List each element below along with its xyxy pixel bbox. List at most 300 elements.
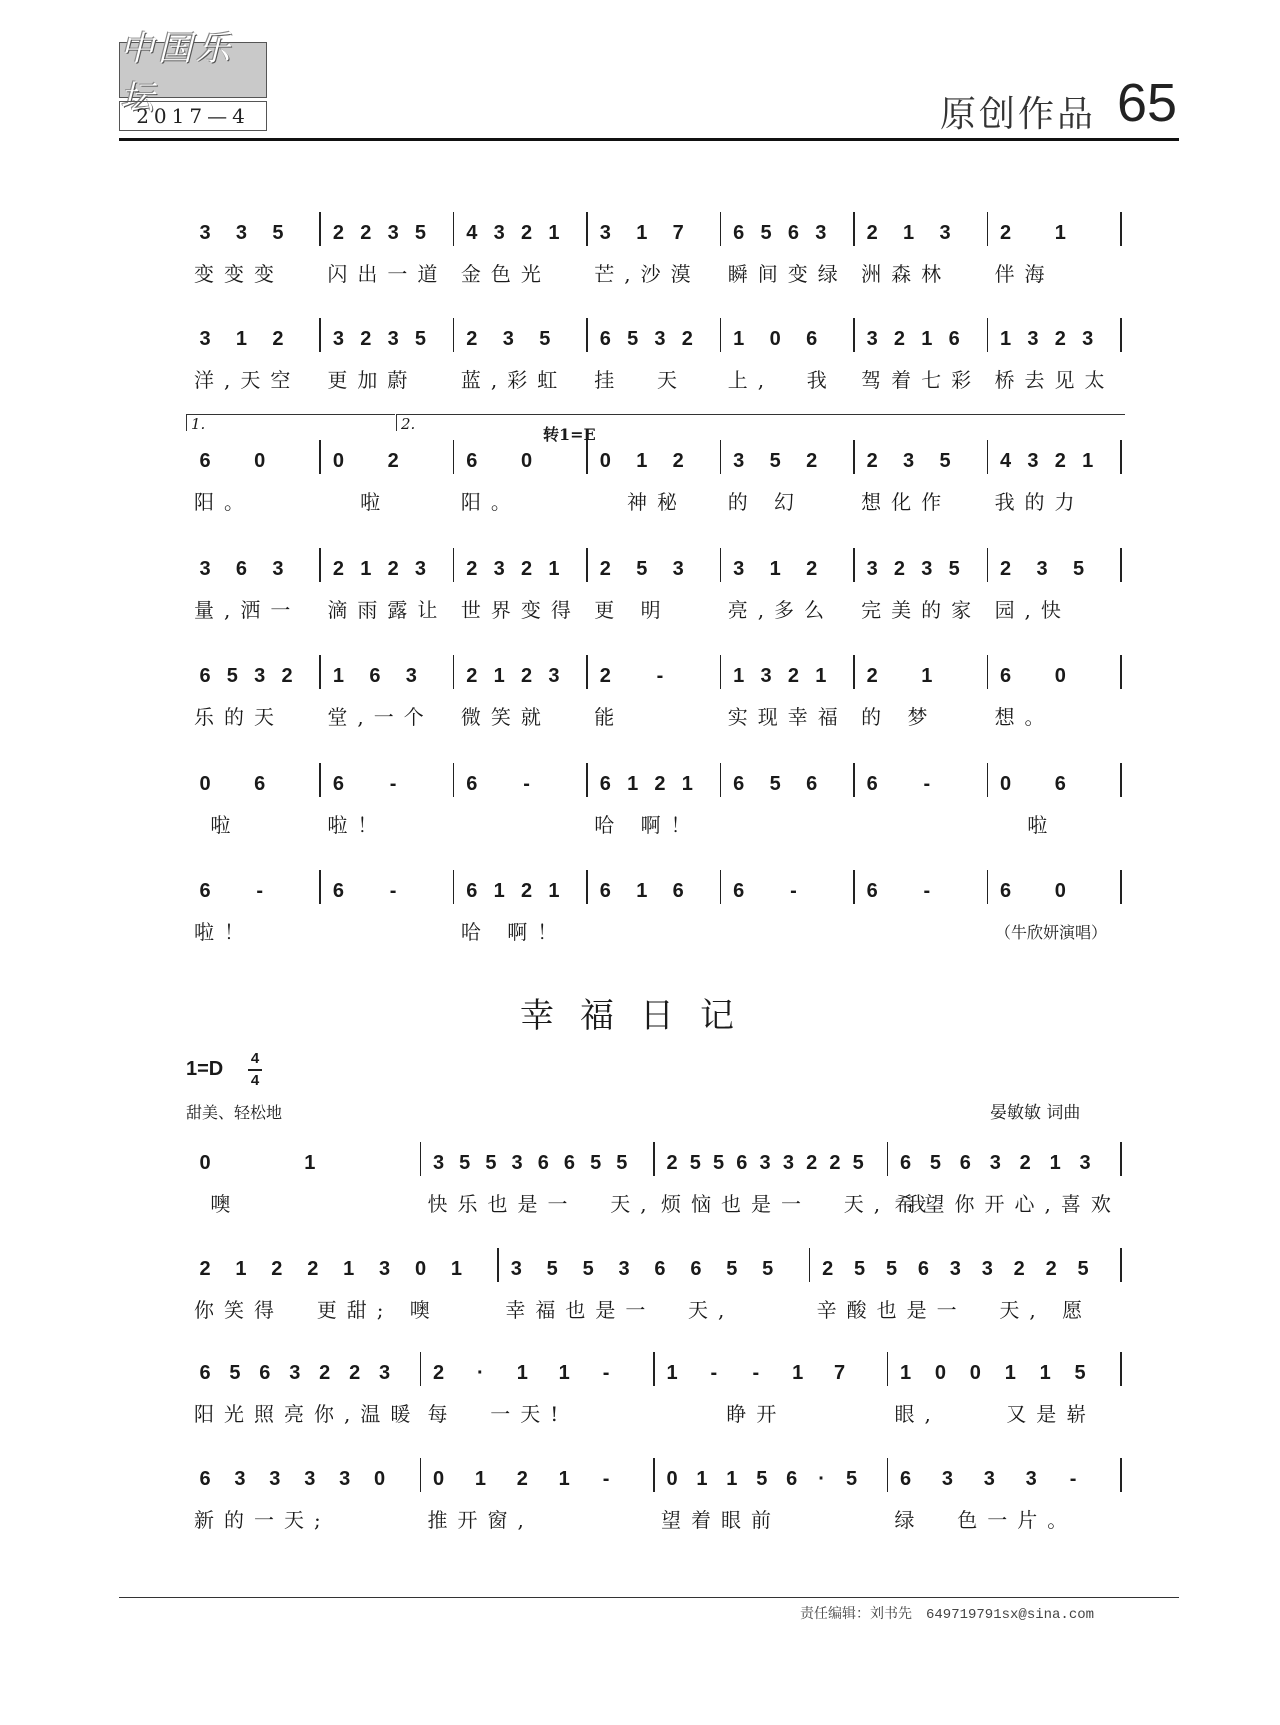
note: 2: [272, 328, 284, 350]
note: 0: [1000, 773, 1012, 795]
note: 2: [893, 558, 906, 580]
lyric: 绿 色一片。: [894, 1508, 1078, 1532]
note: 1: [921, 328, 933, 350]
note: 6: [369, 665, 381, 687]
measure: [186, 655, 319, 729]
note: 1: [815, 665, 827, 687]
note: 5: [226, 665, 238, 687]
lyric: 阳。: [460, 490, 521, 514]
note: 5: [885, 1258, 898, 1280]
volta-2-label: 2.: [401, 415, 416, 433]
note: 2: [866, 665, 878, 687]
lyric: 完美的家: [861, 598, 982, 622]
note: 1: [493, 880, 505, 902]
note: 1: [493, 665, 505, 687]
note: 2: [199, 1258, 211, 1280]
measure: [853, 212, 986, 286]
note: 1: [1039, 1362, 1051, 1384]
note: 3: [1027, 328, 1039, 350]
note: 5: [939, 450, 951, 472]
note: 3: [387, 328, 399, 350]
note: 1: [627, 773, 639, 795]
note: 1: [903, 222, 915, 244]
barline: [1120, 212, 1122, 246]
note: 3: [272, 558, 284, 580]
note: 5: [760, 222, 772, 244]
measure: [586, 655, 719, 729]
note: -: [752, 1362, 760, 1384]
note: 6: [654, 1258, 666, 1280]
note: -: [790, 880, 797, 902]
issue-number: 2017—4: [119, 101, 267, 131]
note: 2: [599, 665, 611, 687]
lyric: 推开窗,: [427, 1508, 534, 1532]
note: 3: [379, 1362, 391, 1384]
note: 3: [782, 1152, 794, 1174]
note: 6: [1000, 665, 1012, 687]
note: 2: [466, 558, 478, 580]
measure: [186, 1142, 420, 1216]
note: 1: [636, 880, 648, 902]
lyric: 想化作: [861, 490, 952, 514]
note: 1: [1000, 328, 1012, 350]
measure: [453, 655, 586, 729]
note: 5: [726, 1258, 738, 1280]
tempo-marking: 甜美、轻松地: [186, 1103, 283, 1122]
measure: [453, 318, 586, 392]
lyric: 哈 啊！: [594, 813, 701, 837]
note: 6: [537, 1152, 549, 1174]
barline: [1120, 440, 1122, 474]
note: 3: [405, 665, 417, 687]
note: 5: [1077, 1258, 1089, 1280]
lyric: 快乐也是一 天,: [427, 1192, 657, 1216]
note: 5: [590, 1152, 602, 1174]
note: 2: [360, 328, 372, 350]
lyric: 神秘: [594, 490, 687, 514]
note: 3: [1036, 558, 1048, 580]
note: 4: [1000, 450, 1012, 472]
measure: [186, 1248, 497, 1322]
note: 2: [1045, 1258, 1057, 1280]
note: 4: [466, 222, 478, 244]
note: 3: [234, 1468, 246, 1490]
footer-rule: [119, 1597, 1179, 1598]
note: 3: [618, 1258, 630, 1280]
note: 2: [520, 558, 533, 580]
lyric: 园,快: [994, 598, 1071, 622]
note: 2: [387, 450, 399, 472]
note: 1: [1004, 1362, 1016, 1384]
lyric: 滴雨露让: [327, 598, 448, 622]
note: 6: [599, 328, 611, 350]
lyric: 瞬间变绿: [727, 262, 848, 286]
measure: [987, 440, 1120, 514]
measure: [720, 870, 853, 914]
note: 3: [432, 1152, 445, 1174]
lyric: 微笑就: [460, 705, 551, 729]
lyric: 洲森林: [861, 262, 952, 286]
note: 6: [466, 450, 478, 472]
measure: [319, 655, 452, 729]
note: 2: [520, 880, 533, 902]
note: 5: [756, 1468, 768, 1490]
note: 2: [893, 328, 906, 350]
measure: [319, 212, 452, 286]
lyric: 的 梦: [861, 705, 938, 729]
note: 6: [332, 773, 344, 795]
note: 2: [349, 1362, 361, 1384]
note: 1: [792, 1362, 804, 1384]
note: 6: [806, 773, 818, 795]
note: 3: [1079, 1152, 1091, 1174]
note: 6: [599, 880, 611, 902]
note: 3: [289, 1362, 301, 1384]
note: 3: [510, 1258, 522, 1280]
note: 1: [558, 1362, 570, 1384]
note: 2: [1019, 1152, 1031, 1174]
note: 5: [546, 1258, 558, 1280]
measure: [586, 763, 719, 837]
note: 3: [733, 450, 745, 472]
note: 2: [822, 1258, 834, 1280]
note: 2: [432, 1362, 445, 1384]
note: 6: [787, 222, 799, 244]
lyric: 噢: [194, 1192, 241, 1216]
note: 3: [760, 665, 772, 687]
measure: [186, 1352, 421, 1426]
measure: [186, 1458, 420, 1532]
song-title: 幸福日记: [520, 996, 760, 1036]
note: 3: [199, 222, 211, 244]
note: 5: [1074, 1362, 1086, 1384]
note: 3: [1082, 328, 1094, 350]
note: 2: [520, 222, 533, 244]
note: 5: [485, 1152, 497, 1174]
note: 2: [1000, 558, 1012, 580]
note: 0: [254, 450, 266, 472]
barline: [1120, 763, 1122, 797]
note: 6: [948, 328, 960, 350]
note: 0: [374, 1468, 386, 1490]
barline: [1120, 1352, 1122, 1386]
volta-1-label: 1.: [191, 415, 206, 433]
measure: [186, 870, 319, 944]
note: 1: [636, 450, 648, 472]
note: 5: [229, 1362, 241, 1384]
lyric: 啦: [994, 813, 1058, 837]
note: 3: [235, 222, 248, 244]
note: 5: [636, 558, 648, 580]
volta-1: [186, 414, 395, 431]
header-rule: [119, 138, 1179, 141]
lyric: 实现幸福: [727, 705, 848, 729]
note: 1: [474, 1468, 486, 1490]
note: 7: [672, 222, 684, 244]
note: 0: [934, 1362, 946, 1384]
measure: [453, 763, 586, 807]
note: 5: [769, 450, 781, 472]
note: 5: [689, 1152, 701, 1174]
note: 5: [846, 1468, 858, 1490]
lyric: 芒,沙漠: [594, 262, 701, 286]
note: 6: [917, 1258, 929, 1280]
note: 1: [1049, 1152, 1061, 1174]
measure: [186, 763, 319, 837]
measure: [586, 440, 719, 514]
measure: [987, 763, 1120, 837]
measure: [319, 763, 452, 837]
note: 1: [235, 328, 248, 350]
note: 7: [834, 1362, 846, 1384]
lyric: 亮,多么: [727, 598, 835, 622]
measure: [720, 440, 853, 514]
barline: [1120, 318, 1122, 352]
note: -: [256, 880, 264, 902]
note: 2: [516, 1468, 528, 1490]
note: 0: [1054, 665, 1066, 687]
lyric: 蓝,彩虹: [460, 368, 568, 392]
lyric: 我的力: [994, 490, 1085, 514]
note: ·: [477, 1362, 484, 1384]
note: 2: [1000, 222, 1012, 244]
note: -: [389, 773, 397, 795]
note: 5: [539, 328, 551, 350]
note: 3: [989, 1152, 1001, 1174]
note: 1: [558, 1468, 570, 1490]
lyric: 辛酸也是一 天, 愿: [816, 1298, 1093, 1322]
note: 5: [414, 328, 427, 350]
barline: [1120, 1458, 1122, 1492]
measure: [887, 1352, 1121, 1426]
lyric: 望着眼前: [661, 1508, 781, 1532]
lyric: 啦！: [194, 920, 254, 944]
note: 1: [235, 1258, 247, 1280]
note: 6: [736, 1152, 748, 1174]
lyric: 希望你开心,喜欢: [894, 1192, 1121, 1216]
note: 1: [733, 328, 745, 350]
lyric: 上, 我: [727, 368, 837, 392]
note: 3: [941, 1468, 953, 1490]
note: 6: [733, 222, 745, 244]
note: 0: [769, 328, 781, 350]
note: 5: [272, 222, 284, 244]
note: 2: [654, 773, 666, 795]
page-number: 65: [1117, 73, 1178, 133]
note: 6: [1000, 880, 1012, 902]
note: 3: [199, 558, 211, 580]
note: 6: [563, 1152, 575, 1174]
lyric: 幸福也是一 天,: [505, 1298, 735, 1322]
note: 3: [548, 665, 560, 687]
note: 3: [759, 1152, 771, 1174]
note: 3: [339, 1468, 351, 1490]
measure: [586, 870, 719, 914]
note: 1: [769, 558, 781, 580]
lyric: 闪出一道: [327, 262, 448, 286]
editor-name: 责任编辑：刘书先: [800, 1606, 912, 1622]
measure: [186, 318, 319, 392]
note: 1: [1082, 450, 1094, 472]
note: 3: [939, 222, 951, 244]
note: 2: [806, 1152, 818, 1174]
note: 6: [235, 558, 248, 580]
note: -: [923, 773, 931, 795]
note: 6: [199, 1362, 211, 1384]
note: 2: [319, 1362, 331, 1384]
note: 3: [304, 1468, 316, 1490]
measure: [186, 548, 319, 622]
lyric: 更加蔚: [327, 368, 418, 392]
measure: [987, 318, 1120, 392]
measure: [586, 318, 719, 392]
lyric: 乐的天: [194, 705, 284, 729]
note: 2: [1013, 1258, 1025, 1280]
note: 1: [304, 1152, 316, 1174]
measure: [720, 212, 853, 286]
note: 2: [866, 450, 878, 472]
modulation-mark: 转1=E: [543, 425, 596, 444]
note: 6: [254, 773, 266, 795]
lyric: 啦: [327, 490, 391, 514]
note: 3: [254, 665, 266, 687]
note: 0: [599, 450, 611, 472]
measure: [453, 212, 586, 286]
key-signature: 1=D: [186, 1058, 224, 1080]
note: -: [602, 1468, 610, 1490]
measure: [720, 763, 853, 807]
note: 0: [199, 1152, 211, 1174]
note: 2: [666, 1152, 678, 1174]
note: 3: [379, 1258, 391, 1280]
note: 3: [672, 558, 684, 580]
lyric: 烦恼也是一 天, 我: [661, 1192, 937, 1216]
measure: [319, 548, 452, 622]
note: 1: [636, 222, 648, 244]
measure: [653, 1458, 887, 1532]
measure: [453, 870, 586, 944]
note: 3: [493, 558, 505, 580]
note: 6: [866, 773, 878, 795]
measure: [887, 1142, 1121, 1216]
note: 5: [459, 1152, 471, 1174]
note: -: [923, 880, 931, 902]
lyric: 新的一天;: [194, 1508, 331, 1532]
lyric: 桥去见太: [994, 368, 1115, 392]
lyric: 金色光: [460, 262, 551, 286]
note: 6: [199, 450, 211, 472]
measure: [987, 655, 1120, 729]
note: -: [656, 665, 664, 687]
measure: [186, 212, 319, 286]
note: 6: [332, 880, 344, 902]
measure: [497, 1248, 808, 1322]
note: 0: [332, 450, 344, 472]
note: 6: [199, 665, 211, 687]
note: 1: [681, 773, 693, 795]
measure: [453, 548, 586, 622]
note: 0: [969, 1362, 981, 1384]
lyric: 每 一天!: [427, 1402, 569, 1426]
note: 6: [599, 773, 611, 795]
note: 3: [733, 558, 745, 580]
note: 1: [666, 1362, 678, 1384]
note: 2: [332, 222, 344, 244]
measure: [319, 318, 452, 392]
note: 6: [1054, 773, 1066, 795]
note: 1: [548, 880, 560, 902]
lyric: 哈 啊！: [460, 920, 568, 944]
note: 3: [493, 222, 505, 244]
note: 2: [307, 1258, 319, 1280]
note: 1: [1054, 222, 1066, 244]
lyric: 啦: [194, 813, 241, 837]
note: 3: [866, 328, 878, 350]
measure: [319, 870, 452, 914]
measure: [586, 548, 719, 622]
note: 2: [387, 558, 399, 580]
measure: [809, 1248, 1120, 1322]
note: -: [523, 773, 530, 795]
note: 2: [806, 450, 818, 472]
barline: [1120, 870, 1122, 904]
note: 6: [866, 880, 878, 902]
time-sig-bottom: 4: [250, 1071, 260, 1089]
volta-2: [396, 414, 1125, 431]
singer-credit: （牛欣妍演唱）: [995, 923, 1108, 942]
lyric: 堂,一个: [327, 705, 434, 729]
lyric: 洋,天空: [194, 368, 301, 392]
lyric: 想。: [994, 705, 1055, 729]
note: 1: [726, 1468, 738, 1490]
lyric: 阳光照亮你,温暖: [194, 1402, 421, 1426]
note: 2: [806, 558, 818, 580]
lyric: 能: [594, 705, 625, 729]
measure: [420, 1352, 654, 1426]
note: 0: [520, 450, 533, 472]
note: 1: [696, 1468, 708, 1490]
note: 2: [466, 665, 478, 687]
note: 0: [199, 773, 211, 795]
note: 0: [414, 1258, 427, 1280]
measure: [653, 1142, 937, 1216]
lyric: 更 明: [594, 598, 671, 622]
measure: [853, 440, 986, 514]
measure: [653, 1352, 887, 1426]
measure: [420, 1142, 657, 1216]
note: 1: [921, 665, 933, 687]
note: 3: [903, 450, 915, 472]
note: 2: [360, 222, 372, 244]
time-signature: [248, 1050, 262, 1090]
measure: [853, 870, 986, 914]
note: -: [602, 1362, 610, 1384]
note: 6: [672, 880, 684, 902]
note: 6: [466, 880, 478, 902]
note: 2: [829, 1152, 841, 1174]
note: 6: [733, 880, 745, 902]
note: 6: [259, 1362, 271, 1384]
section-title: 原创作品: [940, 94, 1097, 135]
note: 3: [981, 1258, 993, 1280]
note: 6: [899, 1152, 912, 1174]
note: 1: [516, 1362, 528, 1384]
note: 6: [690, 1258, 702, 1280]
note: 3: [414, 558, 427, 580]
note: 3: [502, 328, 514, 350]
note: 6: [899, 1468, 912, 1490]
note: 5: [414, 222, 427, 244]
